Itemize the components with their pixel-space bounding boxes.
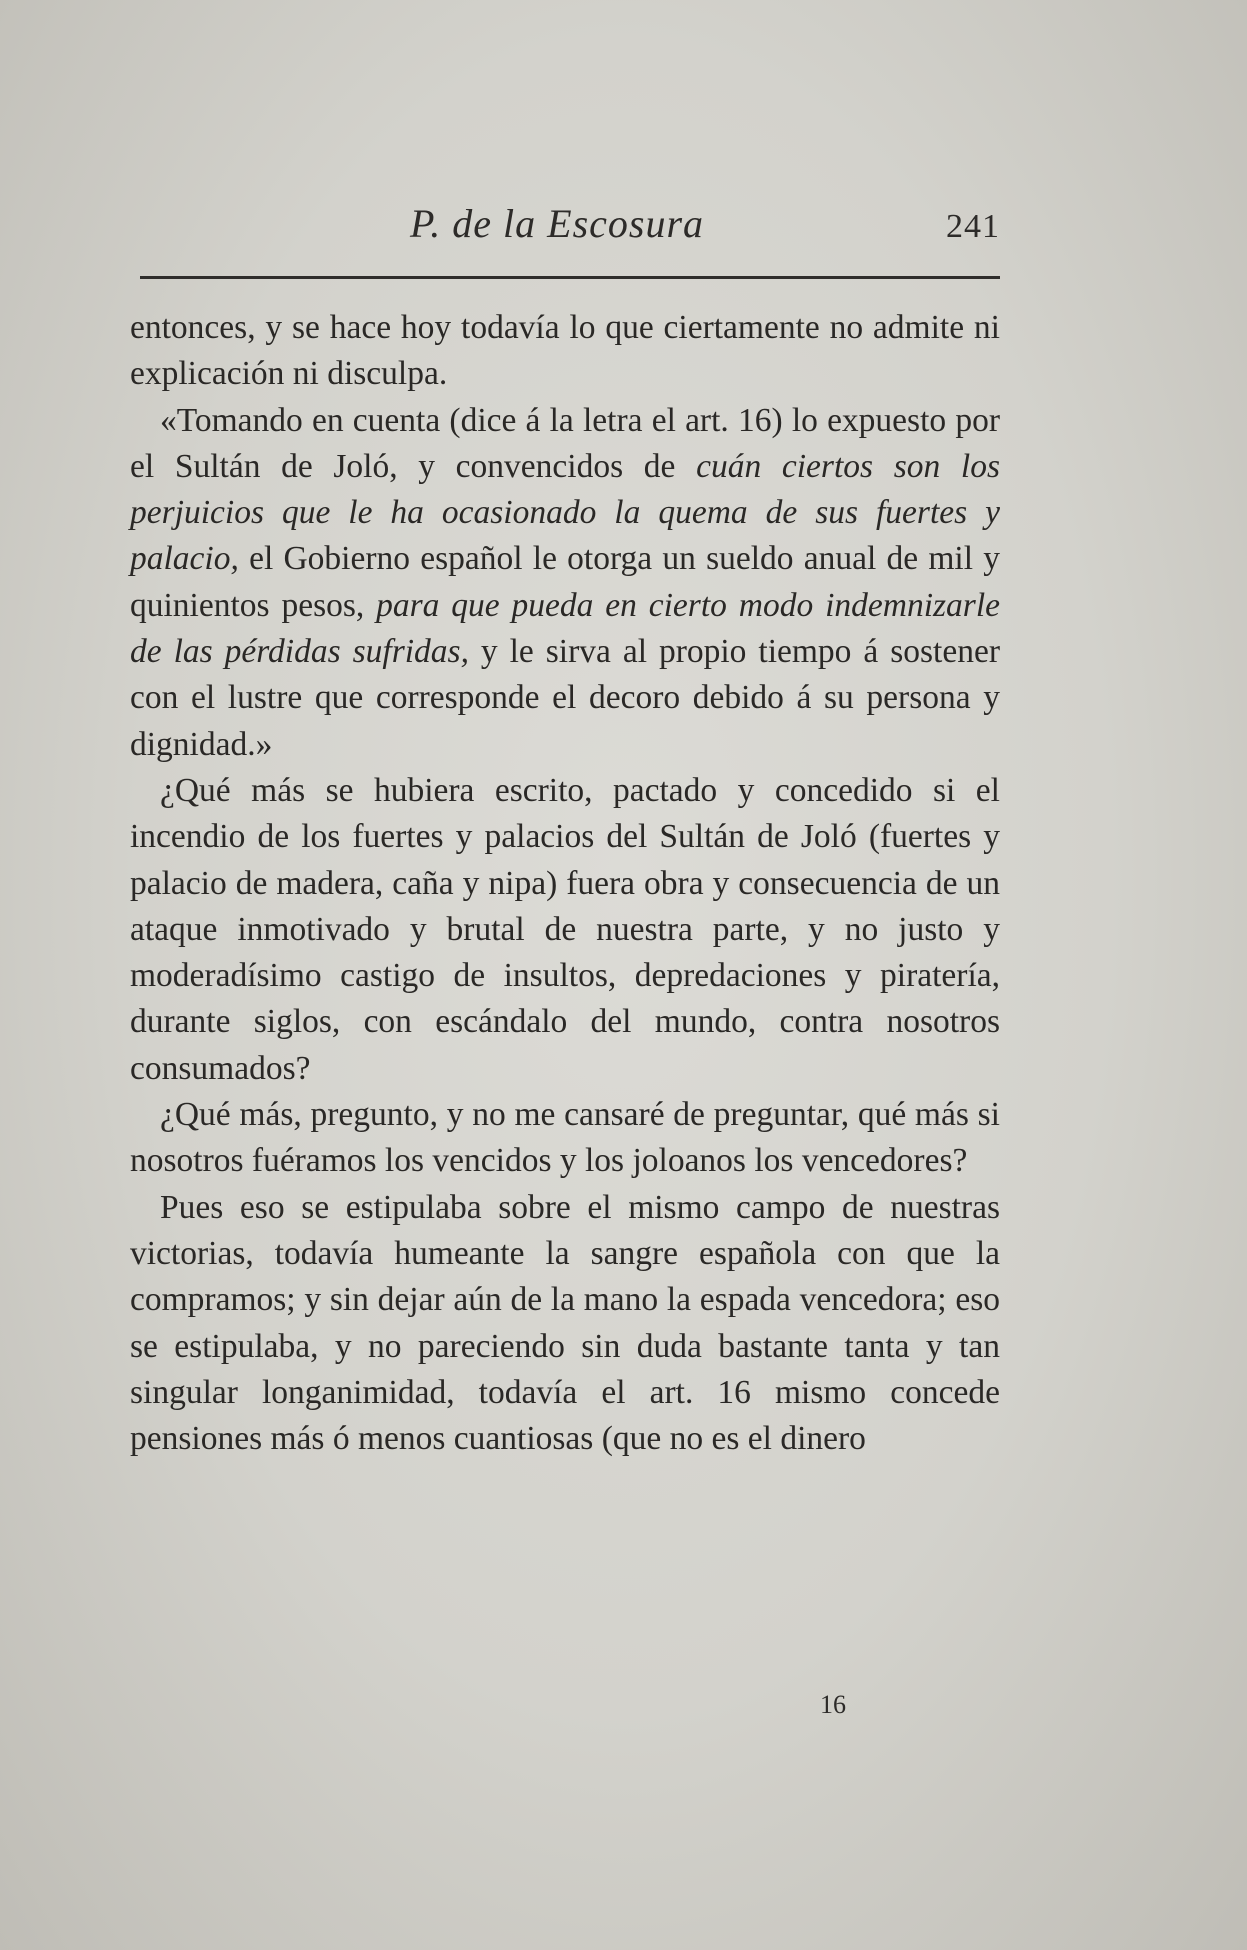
body-text [130,305,1000,1462]
paragraph-2-part-c: el Gobierno español le otorga un sueldo anual de mil y quinientos pesos, [130,540,1000,624]
paragraph-3: ¿Qué más se hubiera escrito, pactado y concedido si el incendio de los fuertes y palacios del Sultán de Joló (fuertes y palacio de madera, caña y nipa) fuera obra y consecuencia de un ataque inmotivado y brutal de nuestra parte, y no justo y moderadísimo castigo de insultos, depredaciones y piratería, durante siglos, con escándalo del mundo, contra nosotros consumados? [130,771,1000,1087]
paragraph-5: Pues eso se estipulaba sobre el mismo campo de nuestras victorias, todavía humeante la sangre española con que la compramos; y sin dejar aún de la mano la espada vencedora; eso se estipulaba, y no pareciendo sin duda bastante tanta y tan singular longanimidad, todavía el art. 16 mismo concede pensiones más ó menos cuantiosas (que no es el dinero [130,1188,1000,1458]
header-rule [140,276,1000,279]
page-header [140,200,1000,260]
page-number: 241 [946,208,1000,245]
signature-mark: 16 [820,1690,846,1719]
running-title: P. de la Escosura [410,201,705,246]
paragraph-2-italic-1: cuán ciertos son los perjuicios que le ha ocasionado la quema de sus fuertes y palacio, [130,447,1000,578]
paragraph-2-part-a: «Tomando en cuenta (dice á la letra el art. 16) lo expuesto por el Sultán de Joló, y convencidos de [130,401,1000,485]
paragraph-2 [130,398,1000,768]
paragraph-2-italic-2: para que pueda en cierto modo indemnizarle de las pérdidas sufridas, [130,586,1000,671]
paragraph-1: entonces, y se hace hoy todavía lo que ciertamente no admite ni explicación ni disculpa. [130,309,1000,393]
paragraph-4: ¿Qué más, pregunto, y no me cansaré de preguntar, qué más si nosotros fuéramos los vencidos y los joloanos los vencedores? [130,1096,1000,1180]
paragraph-2-part-e: y le sirva al propio tiempo á sostener con el lustre que corresponde el decoro debido á su persona y dignidad.» [130,633,1000,763]
